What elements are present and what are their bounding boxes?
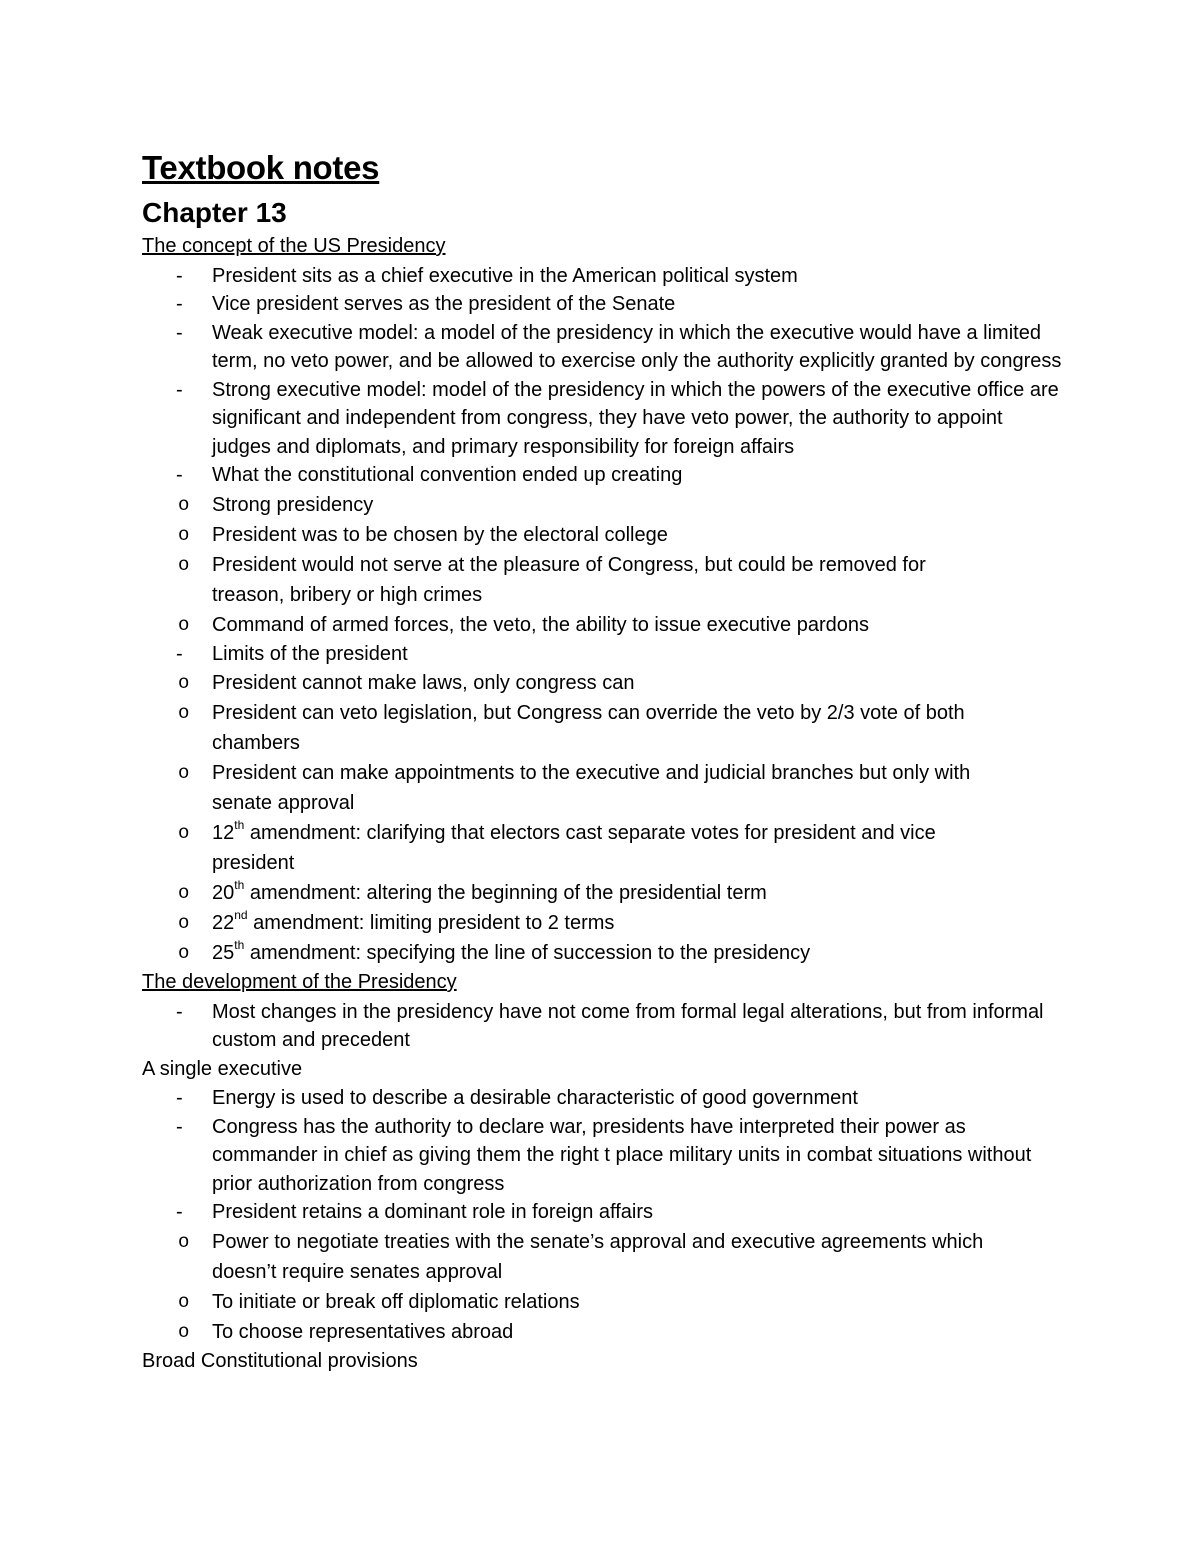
list-item-text: Weak executive model: a model of the presidency in which the executive would have a limited term, no veto power, and be allowed to exercise only the authority explicitly granted by congress bbox=[212, 321, 1062, 372]
sub-list-item bbox=[142, 1227, 992, 1287]
amendment-number: 22 bbox=[212, 912, 235, 934]
section-heading-broad-provisions: Broad Constitutional provisions bbox=[142, 1349, 418, 1372]
amendment-number: 20 bbox=[212, 882, 235, 904]
ordinal-suffix: th bbox=[234, 818, 245, 833]
convention-sublist bbox=[142, 490, 1142, 640]
list-item-text: Energy is used to describe a desirable characteristic of good government bbox=[212, 1087, 858, 1109]
amendment-item bbox=[142, 908, 992, 938]
sub-list-item bbox=[142, 758, 992, 818]
circle-marker: o bbox=[178, 942, 190, 964]
dash-marker: - bbox=[176, 1087, 183, 1109]
list-item bbox=[142, 1198, 1062, 1227]
sub-list-item bbox=[142, 550, 992, 610]
section-heading-development: The development of the Presidency bbox=[142, 971, 457, 993]
list-item bbox=[142, 1113, 1062, 1199]
section-heading-concept: The concept of the US Presidency bbox=[142, 235, 446, 257]
list-item bbox=[142, 1084, 1062, 1113]
sub-list-item bbox=[142, 610, 992, 640]
dash-marker: - bbox=[176, 464, 183, 486]
sub-list-item bbox=[142, 1287, 992, 1317]
dash-marker: - bbox=[176, 264, 183, 287]
dash-marker: - bbox=[176, 293, 183, 315]
sub-list-item bbox=[142, 698, 992, 758]
development-list bbox=[142, 998, 1142, 1055]
circle-marker: o bbox=[178, 553, 190, 576]
limits-sublist bbox=[142, 668, 1142, 968]
document-page bbox=[142, 146, 1142, 1376]
chapter-title: Chapter 13 bbox=[142, 197, 287, 228]
dash-marker: - bbox=[176, 642, 183, 665]
list-item bbox=[142, 376, 1062, 462]
amendment-item bbox=[142, 818, 992, 878]
dash-marker: - bbox=[176, 378, 183, 401]
amendment-text: amendment: altering the beginning of the presidential term bbox=[244, 882, 767, 904]
dash-marker: - bbox=[176, 1201, 183, 1223]
list-item-text: President sits as a chief executive in the American political system bbox=[212, 264, 798, 287]
circle-marker: o bbox=[178, 912, 190, 934]
list-item-text: Strong executive model: model of the presidency in which the powers of the executive office are significant and independent from congress, they have veto power, the authority to appoint judges and diplomats, and primary responsibility for foreign affairs bbox=[212, 378, 1059, 458]
list-item bbox=[142, 640, 1062, 669]
list-item bbox=[142, 290, 1062, 319]
concept-list-continued bbox=[142, 640, 1142, 669]
circle-marker: o bbox=[178, 672, 190, 694]
circle-marker: o bbox=[178, 493, 190, 516]
circle-marker: o bbox=[178, 702, 190, 724]
circle-marker: o bbox=[178, 523, 190, 546]
sub-list-item-text: To choose representatives abroad bbox=[212, 1320, 514, 1343]
circle-marker: o bbox=[178, 762, 190, 784]
circle-marker: o bbox=[178, 1230, 190, 1253]
amendment-item bbox=[142, 938, 992, 968]
list-item-text: Most changes in the presidency have not come from formal legal alterations, but from informal custom and precedent bbox=[212, 1000, 1044, 1051]
sub-list-item-text: President cannot make laws, only congress can bbox=[212, 672, 635, 694]
sub-list-item-text: Command of armed forces, the veto, the ability to issue executive pardons bbox=[212, 613, 870, 636]
amendment-number: 12 bbox=[212, 822, 235, 844]
list-item bbox=[142, 998, 1062, 1055]
section-heading-single-executive: A single executive bbox=[142, 1057, 303, 1080]
list-item bbox=[142, 461, 1062, 490]
list-item-text: Congress has the authority to declare war, presidents have interpreted their power as commander in chief as giving them the right t place military units in combat situations without prior authorization from congress bbox=[212, 1115, 1032, 1195]
sub-list-item bbox=[142, 1317, 992, 1347]
amendment-text: amendment: limiting president to 2 terms bbox=[247, 912, 615, 934]
list-item-text: Limits of the president bbox=[212, 642, 408, 665]
dash-marker: - bbox=[176, 321, 183, 344]
dash-marker: - bbox=[176, 1000, 183, 1023]
amendment-number: 25 bbox=[212, 942, 235, 964]
ordinal-suffix: th bbox=[234, 938, 245, 953]
sub-list-item-text: To initiate or break off diplomatic relations bbox=[212, 1290, 580, 1313]
amendment-item bbox=[142, 878, 992, 908]
list-item bbox=[142, 262, 1062, 291]
single-executive-list bbox=[142, 1084, 1142, 1227]
circle-marker: o bbox=[178, 822, 190, 844]
sub-list-item bbox=[142, 668, 992, 698]
circle-marker: o bbox=[178, 613, 190, 636]
circle-marker: o bbox=[178, 1290, 190, 1313]
list-item-text: President retains a dominant role in foreign affairs bbox=[212, 1201, 653, 1223]
sub-list-item-text: President was to be chosen by the electoral college bbox=[212, 523, 668, 546]
sub-list-item-text: President would not serve at the pleasure of Congress, but could be removed for treason, bribery or high crimes bbox=[212, 553, 926, 606]
dash-marker: - bbox=[176, 1115, 183, 1138]
sub-list-item-text: President can veto legislation, but Congress can override the veto by 2/3 vote of both chambers bbox=[212, 702, 965, 754]
list-item bbox=[142, 319, 1062, 376]
sub-list-item-text: Strong presidency bbox=[212, 493, 374, 516]
concept-list bbox=[142, 262, 1142, 490]
ordinal-suffix: nd bbox=[234, 908, 248, 923]
document-title: Textbook notes bbox=[142, 149, 380, 186]
sub-list-item bbox=[142, 490, 992, 520]
amendment-text: amendment: specifying the line of succession to the presidency bbox=[244, 942, 811, 964]
amendment-text: amendment: clarifying that electors cast separate votes for president and vice president bbox=[212, 822, 936, 874]
list-item-text: What the constitutional convention ended up creating bbox=[212, 464, 683, 486]
circle-marker: o bbox=[178, 1320, 190, 1343]
ordinal-suffix: th bbox=[234, 878, 245, 893]
sub-list-item-text: President can make appointments to the executive and judicial branches but only with senate approval bbox=[212, 762, 971, 814]
circle-marker: o bbox=[178, 882, 190, 904]
foreign-affairs-sublist bbox=[142, 1227, 1142, 1347]
sub-list-item bbox=[142, 520, 992, 550]
list-item-text: Vice president serves as the president of the Senate bbox=[212, 293, 676, 315]
sub-list-item-text: Power to negotiate treaties with the senate’s approval and executive agreements which doesn’t require senates approval bbox=[212, 1230, 984, 1283]
